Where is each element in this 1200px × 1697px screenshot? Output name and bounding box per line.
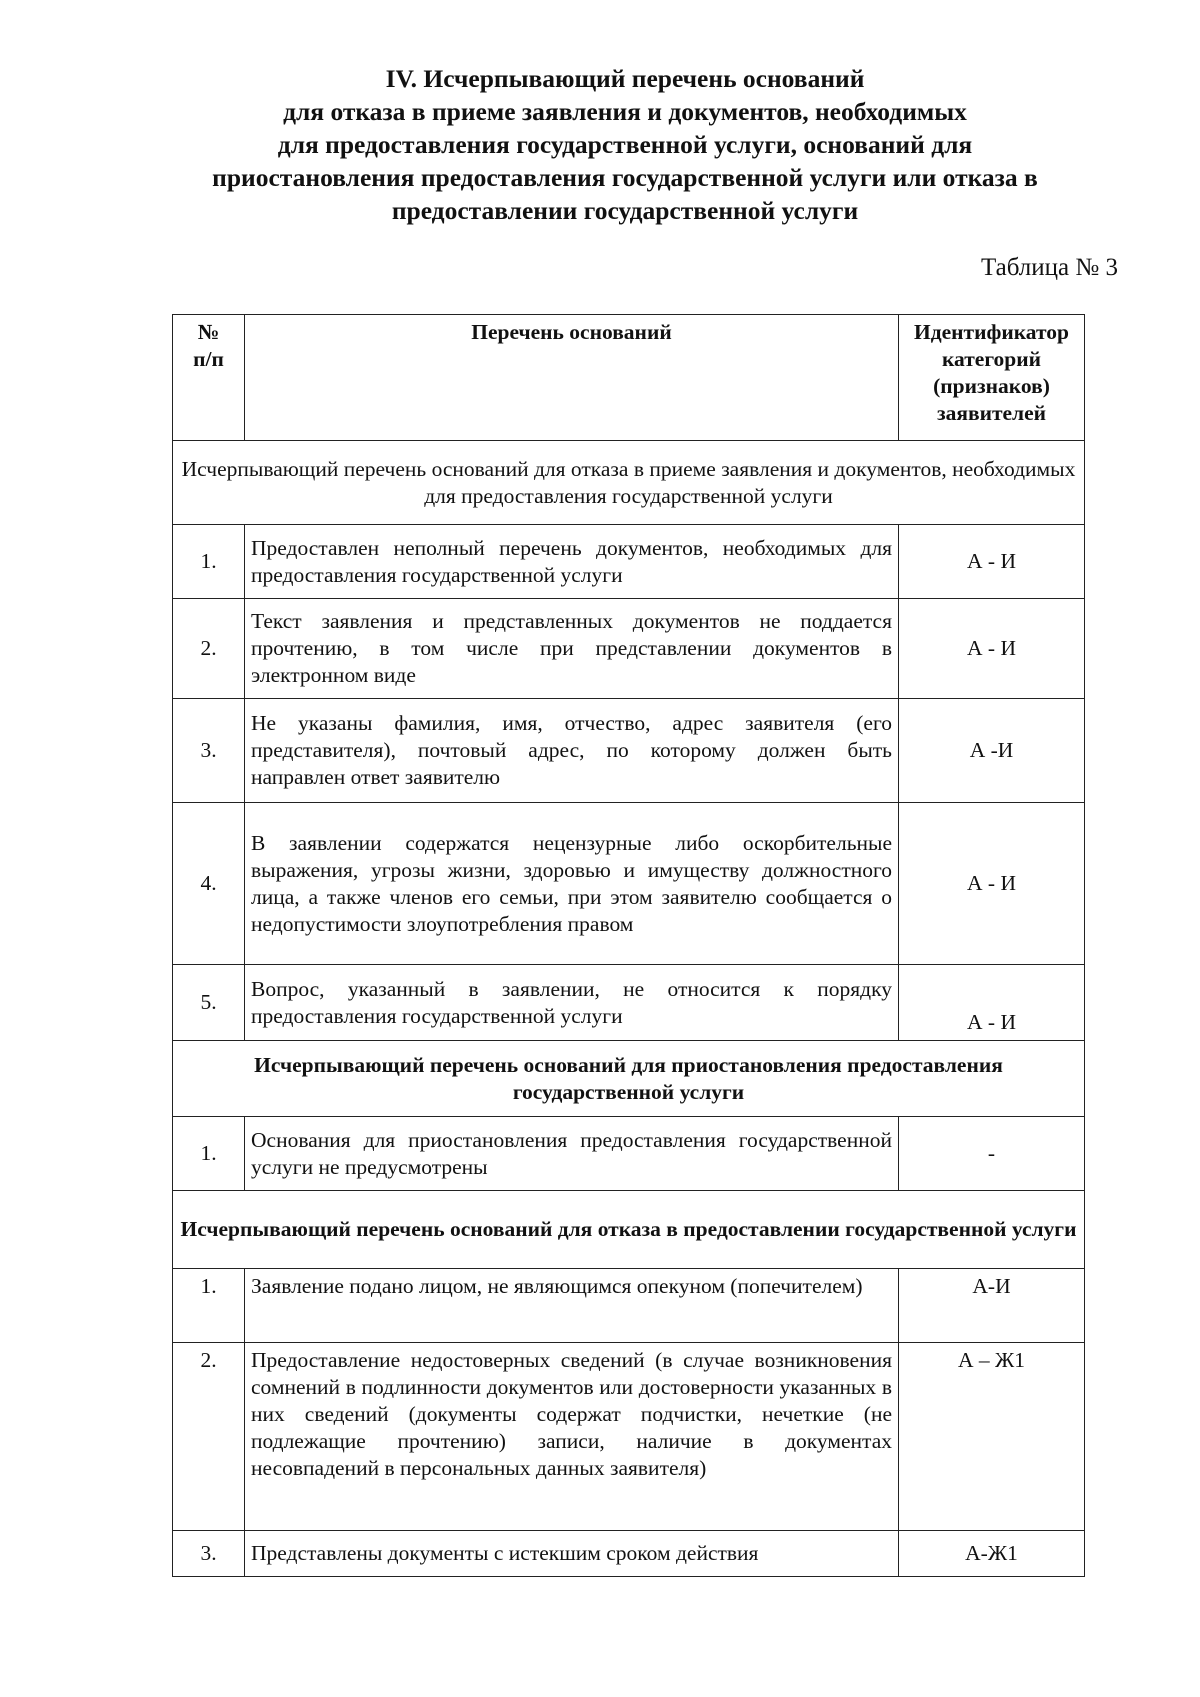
row-number: 1. (173, 1269, 245, 1343)
header-id-line: (признаков) (933, 374, 1050, 398)
row-text: Заявление подано лицом, не являющимся опекуном (попечителем) (245, 1269, 899, 1343)
row-number: 5. (173, 965, 245, 1041)
row-identifier: А - И (899, 599, 1085, 699)
row-number: 3. (173, 699, 245, 803)
row-identifier: А - И (899, 965, 1085, 1041)
row-number: 1. (173, 1117, 245, 1191)
table-row (173, 1269, 1085, 1343)
row-text: Основания для приостановления предоставления государственной услуги не предусмотрены (245, 1117, 899, 1191)
section-row (173, 1191, 1085, 1269)
header-id-line: Идентификатор (914, 320, 1069, 344)
heading-line: для отказа в приеме заявления и документов, необходимых (283, 97, 967, 126)
heading-line: предоставлении государственной услуги (391, 196, 859, 225)
row-text: Предоставление недостоверных сведений (в случае возникновения сомнений в подлинности документов или достоверности указанных в них сведений (документы содержат подчистки, нечеткие (не подлежащие прочтению) записи, наличие в документах несовпадений в персональных данных заявителя) (245, 1343, 899, 1531)
row-number: 1. (173, 525, 245, 599)
header-num (173, 315, 245, 441)
row-identifier: А – Ж1 (899, 1343, 1085, 1531)
section-row (173, 441, 1085, 525)
header-id-line: заявителей (936, 401, 1047, 425)
row-number: 2. (173, 599, 245, 699)
table-header-row (173, 315, 1085, 441)
row-number: 2. (173, 1343, 245, 1531)
heading-line: IV. Исчерпывающий перечень оснований (385, 64, 865, 93)
table-row (173, 699, 1085, 803)
table-number-label: Таблица № 3 (980, 254, 1118, 281)
table-row (173, 1343, 1085, 1531)
section-title: Исчерпывающий перечень оснований для отказа в предоставлении государственной услуги (173, 1191, 1085, 1269)
header-num-line: № (197, 320, 220, 344)
heading-line: приостановления предоставления государственной услуги или отказа в (212, 163, 1038, 192)
row-text: Текст заявления и представленных документов не поддается прочтению, в том числе при представлении документов в электронном виде (245, 599, 899, 699)
header-num-line: п/п (193, 347, 224, 371)
row-text: Вопрос, указанный в заявлении, не относится к порядку предоставления государственной услуги (245, 965, 899, 1041)
row-number: 4. (173, 803, 245, 965)
row-text: Представлены документы с истекшим сроком действия (245, 1531, 899, 1577)
row-text: Не указаны фамилия, имя, отчество, адрес заявителя (его представителя), почтовый адрес, по которому должен быть направлен ответ заявителю (245, 699, 899, 803)
row-identifier: А-Ж1 (899, 1531, 1085, 1577)
table-row (173, 525, 1085, 599)
header-identifier (899, 315, 1085, 441)
section-title: Исчерпывающий перечень оснований для приостановления предоставления государственной услуги (173, 1041, 1085, 1117)
document-heading (150, 62, 1100, 227)
heading-line: для предоставления государственной услуги, оснований для (277, 130, 973, 159)
row-text: В заявлении содержатся нецензурные либо оскорбительные выражения, угрозы жизни, здоровью и имуществу должностного лица, а также членов его семьи, при этом заявителю сообщается о недопустимости злоупотребления правом (245, 803, 899, 965)
header-reasons: Перечень оснований (245, 315, 899, 441)
table-row (173, 803, 1085, 965)
table-row (173, 1117, 1085, 1191)
row-text: Предоставлен неполный перечень документов, необходимых для предоставления государственной услуги (245, 525, 899, 599)
row-number: 3. (173, 1531, 245, 1577)
row-identifier: А -И (899, 699, 1085, 803)
table-row (173, 965, 1085, 1041)
row-identifier: А - И (899, 525, 1085, 599)
header-id-line: категорий (941, 347, 1042, 371)
table-row (173, 1531, 1085, 1577)
row-identifier: А-И (899, 1269, 1085, 1343)
row-identifier: А - И (899, 803, 1085, 965)
grounds-table (172, 314, 1085, 1577)
section-row (173, 1041, 1085, 1117)
section-title: Исчерпывающий перечень оснований для отказа в приеме заявления и документов, необходимых для предоставления государственной услуги (173, 441, 1085, 525)
table-row (173, 599, 1085, 699)
row-identifier: - (899, 1117, 1085, 1191)
